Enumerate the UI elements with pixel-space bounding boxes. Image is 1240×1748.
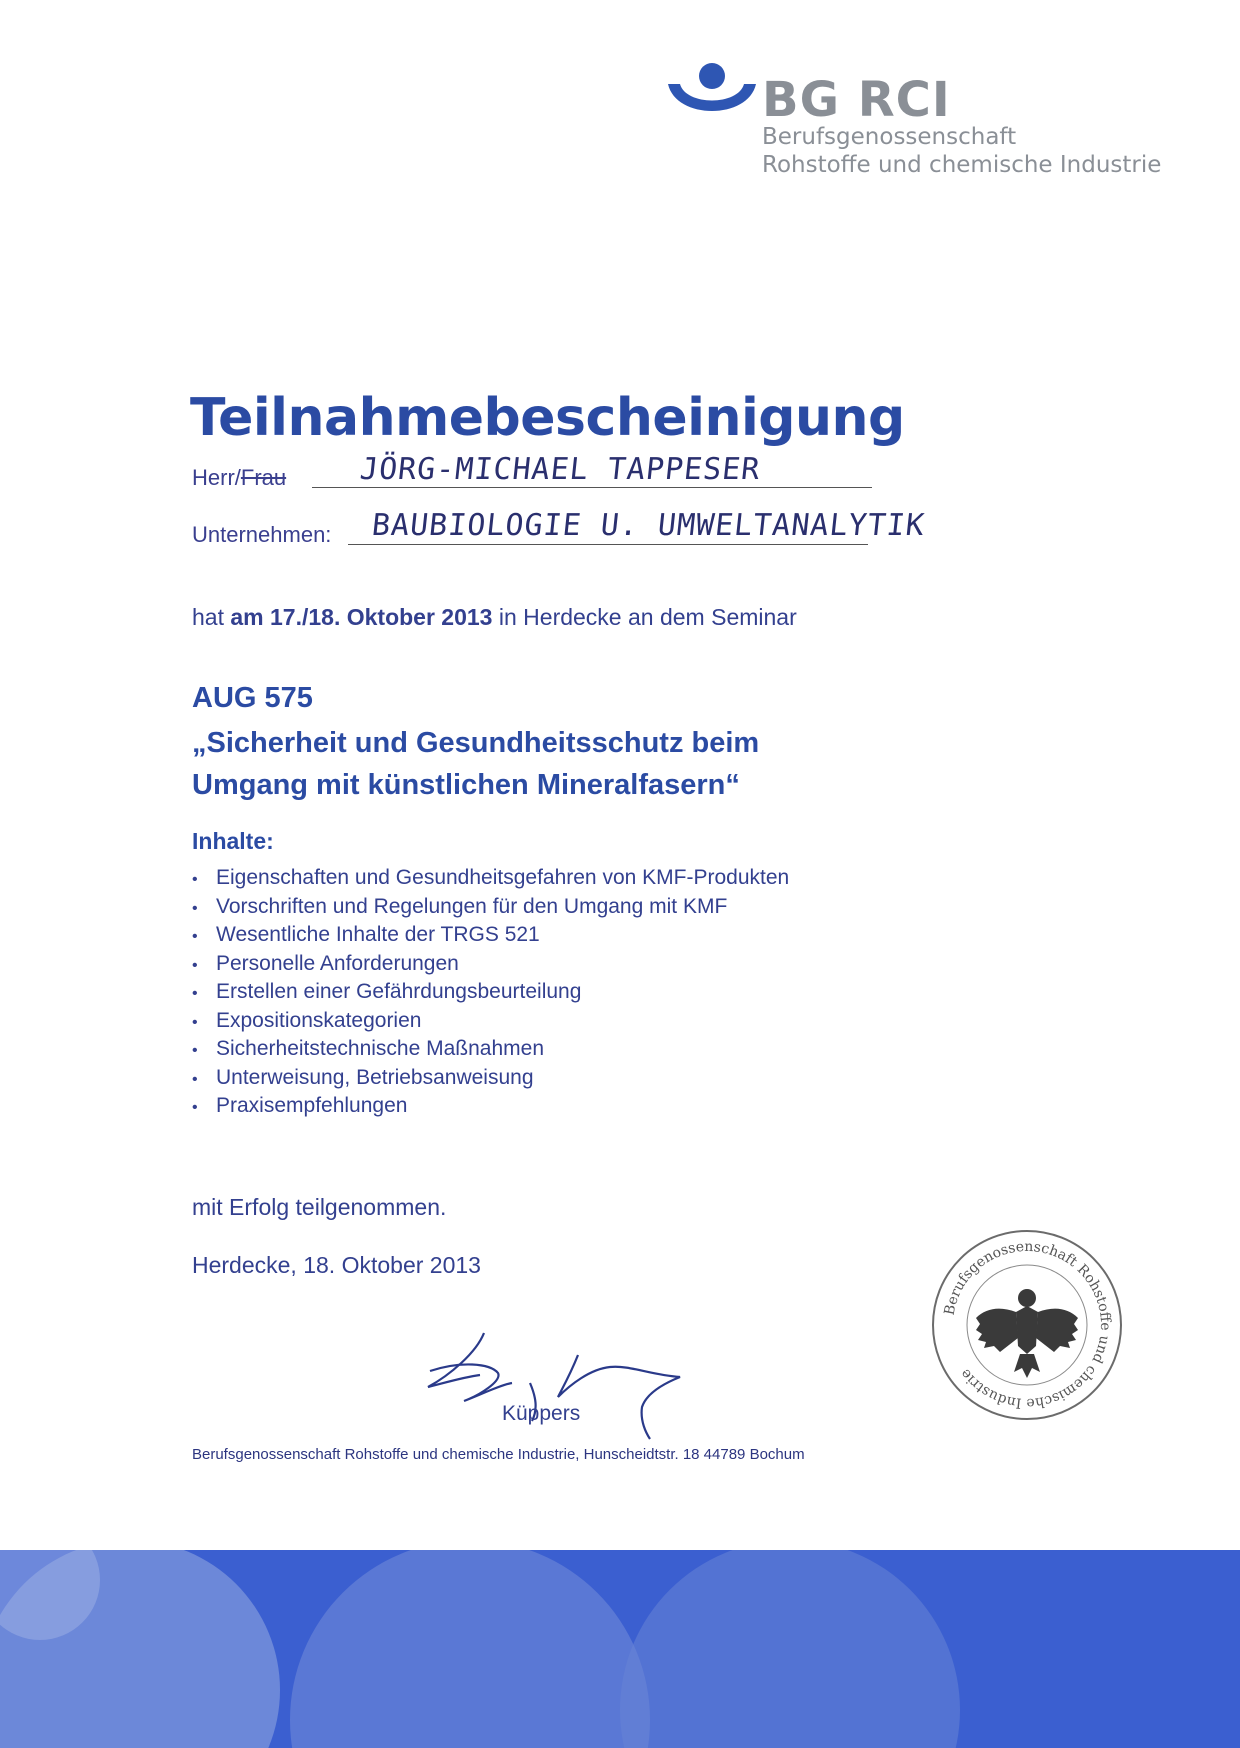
bullet-icon: • xyxy=(192,871,198,888)
intro-prefix: hat xyxy=(192,604,224,630)
list-item: • Vorschriften und Regelungen für den Umgang mit KMF xyxy=(192,893,789,922)
seminar-title-line1: „Sicherheit und Gesundheitsschutz beim xyxy=(192,727,760,759)
seminar-title xyxy=(192,722,952,806)
place-date: Herdecke, 18. Oktober 2013 xyxy=(192,1252,481,1278)
intro-suffix: in Herdecke an dem Seminar xyxy=(498,604,797,630)
bullet-icon: • xyxy=(192,1070,198,1088)
list-item: • Expositionskategorien xyxy=(192,1007,789,1036)
bullet-icon: • xyxy=(192,956,198,974)
list-item: • Unterweisung, Betriebsanweisung xyxy=(192,1064,789,1093)
bullet-icon: • xyxy=(192,1013,198,1031)
bullet-icon: • xyxy=(192,1099,198,1116)
list-item: • Erstellen einer Gefährdungsbeurteilung xyxy=(192,978,789,1007)
footer-address: Berufsgenossenschaft Rohstoffe und chemische Industrie, Hunscheidtstr. 18 44789 Bochum xyxy=(192,1446,805,1463)
seminar-title-line2: Umgang mit künstlichen Mineralfasern“ xyxy=(192,769,740,801)
signer-name: Küppers xyxy=(502,1402,581,1425)
official-seal-icon xyxy=(930,1228,1124,1422)
bullet-icon: • xyxy=(192,928,198,945)
contents-list xyxy=(192,864,789,1121)
bg-rci-logo xyxy=(664,62,1184,192)
salutation-herr: Herr/ xyxy=(192,465,241,490)
logo-subtitle-line1: Berufsgenossenschaft xyxy=(762,124,1017,150)
seminar-code: AUG 575 xyxy=(192,682,313,714)
intro-date: am 17./18. Oktober 2013 xyxy=(230,604,493,630)
list-item: • Praxisempfehlungen xyxy=(192,1092,789,1121)
company-underline xyxy=(348,544,868,545)
list-item: • Wesentliche Inhalte der TRGS 521 xyxy=(192,921,789,950)
list-item: • Eigenschaften und Gesundheitsgefahren von KMF-Produkten xyxy=(192,864,789,893)
intro-sentence xyxy=(192,604,797,631)
list-item: • Personelle Anforderungen xyxy=(192,950,789,979)
name-underline xyxy=(312,487,872,488)
signature-icon xyxy=(420,1325,740,1445)
participant-name-handwritten: JÖRG-MICHAEL TAPPESER xyxy=(358,452,763,487)
logo-wordmark: BG RCI xyxy=(762,72,951,128)
company-label: Unternehmen: xyxy=(192,522,332,547)
result-statement: mit Erfolg teilgenommen. xyxy=(192,1194,447,1220)
document-title: Teilnahmebescheinigung xyxy=(190,388,905,448)
bullet-icon: • xyxy=(192,1042,198,1059)
bullet-icon: • xyxy=(192,899,198,917)
contents-heading: Inhalte: xyxy=(192,828,274,854)
decorative-footer-band xyxy=(0,1550,1240,1748)
logo-subtitle-line2: Rohstoffe und chemische Industrie xyxy=(762,152,1162,178)
bullet-icon: • xyxy=(192,985,198,1002)
salutation-frau-struck: Frau xyxy=(240,465,287,490)
company-name-handwritten: BAUBIOLOGIE U. UMWELTANALYTIK xyxy=(370,508,927,543)
list-item: • Sicherheitstechnische Maßnahmen xyxy=(192,1035,789,1064)
salutation-label xyxy=(192,465,286,491)
seal-ring-text: Berufsgenossenschaft Rohstoffe und chemische Industrie xyxy=(941,1238,1114,1412)
bg-rci-emblem-icon xyxy=(664,62,760,122)
